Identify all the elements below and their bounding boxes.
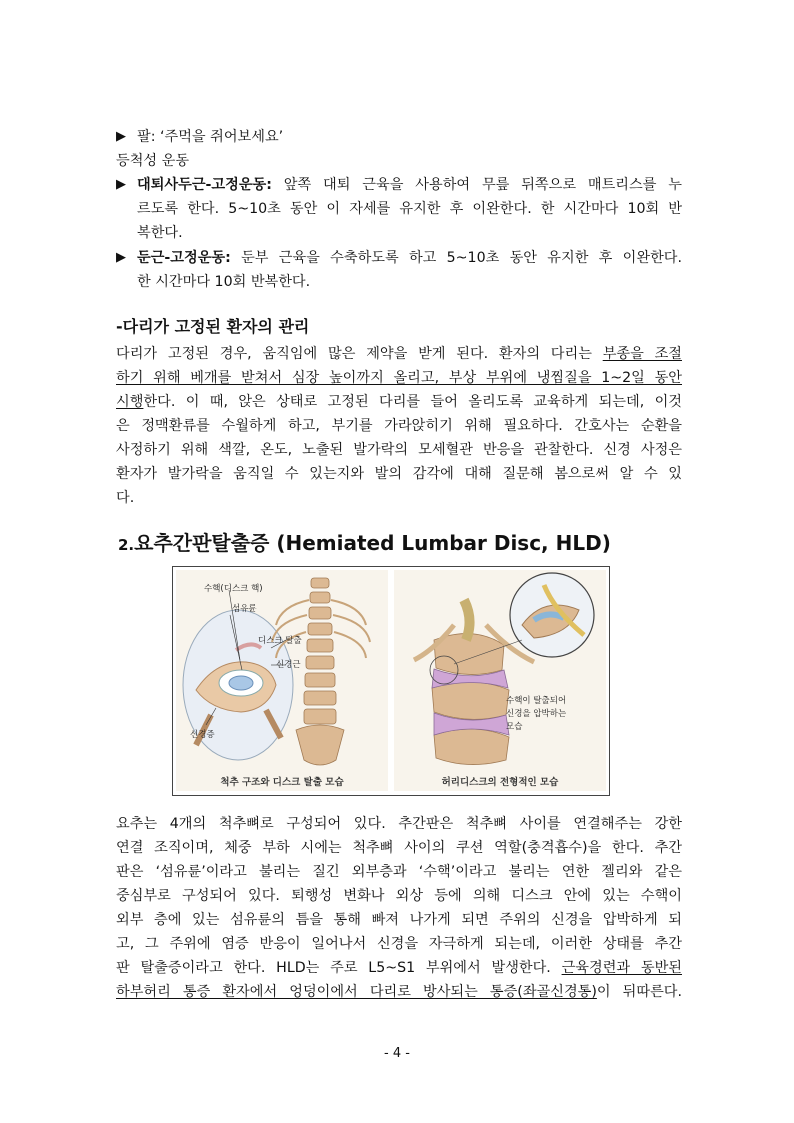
right-figure-caption: 허리디스크의 전형적인 모습	[441, 777, 559, 788]
leg-section-heading: -다리가 고정된 환자의 관리	[116, 317, 310, 336]
leg-paragraph-line	[116, 342, 682, 366]
leg-paragraph-line	[116, 390, 682, 414]
label-nucleus: 수핵(디스크 핵)	[204, 584, 263, 594]
hld-text: 이 뒤따른다.	[596, 984, 682, 1000]
quad-exercise-line-2: 르도록 한다. 5~10초 동안 이 자세를 유지한 후 이완한다. 한 시간마다 10회 반	[137, 201, 682, 217]
bullet-icon: ▶	[116, 129, 126, 144]
spine-figure	[172, 566, 610, 796]
hld-paragraph-line: 중심부로 구성되어 있다. 퇴행성 변화나 외상 등에 의해 디스크 안에 있는 수핵이	[116, 888, 682, 904]
bullet-icon: ▶	[116, 250, 126, 265]
hld-paragraph-line: 고, 그 주위에 염증 반응이 일어나서 신경을 자극하게 되는데, 이러한 상태를 추간	[116, 936, 682, 952]
glute-exercise-line-1	[137, 246, 682, 270]
glute-exercise-title: 둔근-고정운동:	[137, 250, 231, 266]
hld-text: 판 탈출증이라고 한다. HLD는 주로 L5~S1 부위에서 발생한다.	[116, 960, 562, 976]
leg-underlined-text: 하기 위해 베개를 받쳐서 심장 높이까지 올리고, 부상 부위에 냉찜질을 1~2일 동안	[116, 370, 682, 386]
hld-title: 요추간판탈출증 (Hemiated Lumbar Disc, HLD)	[134, 531, 611, 555]
label-right-line-3: 모습	[506, 722, 523, 732]
hld-underlined-text: 하부허리 통증 환자에서 엉덩이에서 다리로 방사되는 통증(좌골신경통)	[116, 984, 597, 1000]
page-number: - 4 -	[384, 1046, 410, 1061]
bullet-icon: ▶	[116, 177, 126, 192]
quad-exercise-line-1	[137, 173, 682, 197]
label-herniation: 디스크 탈출	[258, 636, 302, 646]
glute-exercise-line-2: 한 시간마다 10회 반복한다.	[137, 274, 311, 290]
label-annulus: 섬유륜	[232, 604, 257, 614]
section-number: 2.	[118, 536, 135, 554]
disc-herniation-panel	[394, 570, 606, 791]
hld-paragraph-line: 요추는 4개의 척추뼈로 구성되어 있다. 추간판은 척추뼈 사이를 연결해주는 강한	[116, 816, 682, 832]
quad-exercise-line-3: 복한다.	[137, 225, 183, 241]
leg-paragraph-line: 환자가 발가락을 움직일 수 있는지와 발의 감각에 대해 질문해 봄으로써 알 수 있	[116, 466, 682, 482]
leg-underlined-text: 시행	[116, 394, 144, 410]
label-nerve-root: 신경근	[276, 660, 301, 670]
leg-paragraph-line: 다.	[116, 490, 135, 506]
hld-paragraph-line: 연결 조직이며, 체중 부하 시에는 척추뼈 사이의 쿠션 역할(충격흡수)을 한다. 추간	[116, 840, 682, 856]
hld-paragraph-line	[116, 956, 682, 980]
hld-heading	[118, 528, 611, 560]
leg-paragraph-line: 은 정맥환류를 수월하게 하고, 부기를 가라앉히기 위해 필요하다. 간호사는 순환을	[116, 418, 682, 434]
quad-exercise-text: 앞쪽 대퇴 근육을 사용하여 무릎 뒤쪽으로 매트리스를 누	[271, 177, 682, 193]
isometric-subheading: 등척성 운동	[116, 153, 190, 169]
leg-paragraph-line	[116, 366, 682, 390]
hld-paragraph-line	[116, 980, 682, 1004]
hld-paragraph-line: 판은 ‘섬유륜’이라고 불리는 질긴 외부층과 ‘수핵’이라고 불리는 연한 젤리와 같은	[116, 864, 682, 880]
leg-underlined-text: 부종을 조절	[602, 346, 682, 362]
spine-illustration	[176, 570, 388, 791]
quad-exercise-title: 대퇴사두근-고정운동:	[137, 177, 272, 193]
label-right-line-2: 신경을 압박하는	[506, 709, 567, 719]
glute-exercise-text: 둔부 근육을 수축하도록 하고 5~10초 동안 유지한 후 이완한다.	[230, 250, 682, 266]
hld-underlined-text: 근육경련과 동반된	[561, 960, 682, 976]
hld-paragraph-line: 외부 층에 있는 섬유륜의 틈을 통해 빠져 나가게 되면 주위의 신경을 압박하게 되	[116, 912, 682, 928]
label-nerve-pain: 신경증	[190, 730, 215, 740]
leg-text: 다리가 고정된 경우, 움직임에 많은 제약을 받게 된다. 환자의 다리는	[116, 346, 603, 362]
leg-paragraph-line: 사정하기 위해 색깔, 온도, 노출된 발가락의 모세혈관 반응을 관찰한다. 신경 사정은	[116, 442, 682, 458]
disc-illustration	[394, 570, 606, 791]
spine-structure-panel	[176, 570, 388, 791]
arm-exercise-item: 팔: ‘주먹을 쥐어보세요’	[137, 129, 284, 145]
leg-text: 한다. 이 때, 앉은 상태로 고정된 다리를 들어 올리도록 교육하게 되는데, 이것	[143, 394, 682, 410]
label-right-line-1: 수핵이 탈출되어	[506, 696, 567, 706]
left-figure-caption: 척추 구조와 디스크 탈출 모습	[220, 777, 344, 788]
